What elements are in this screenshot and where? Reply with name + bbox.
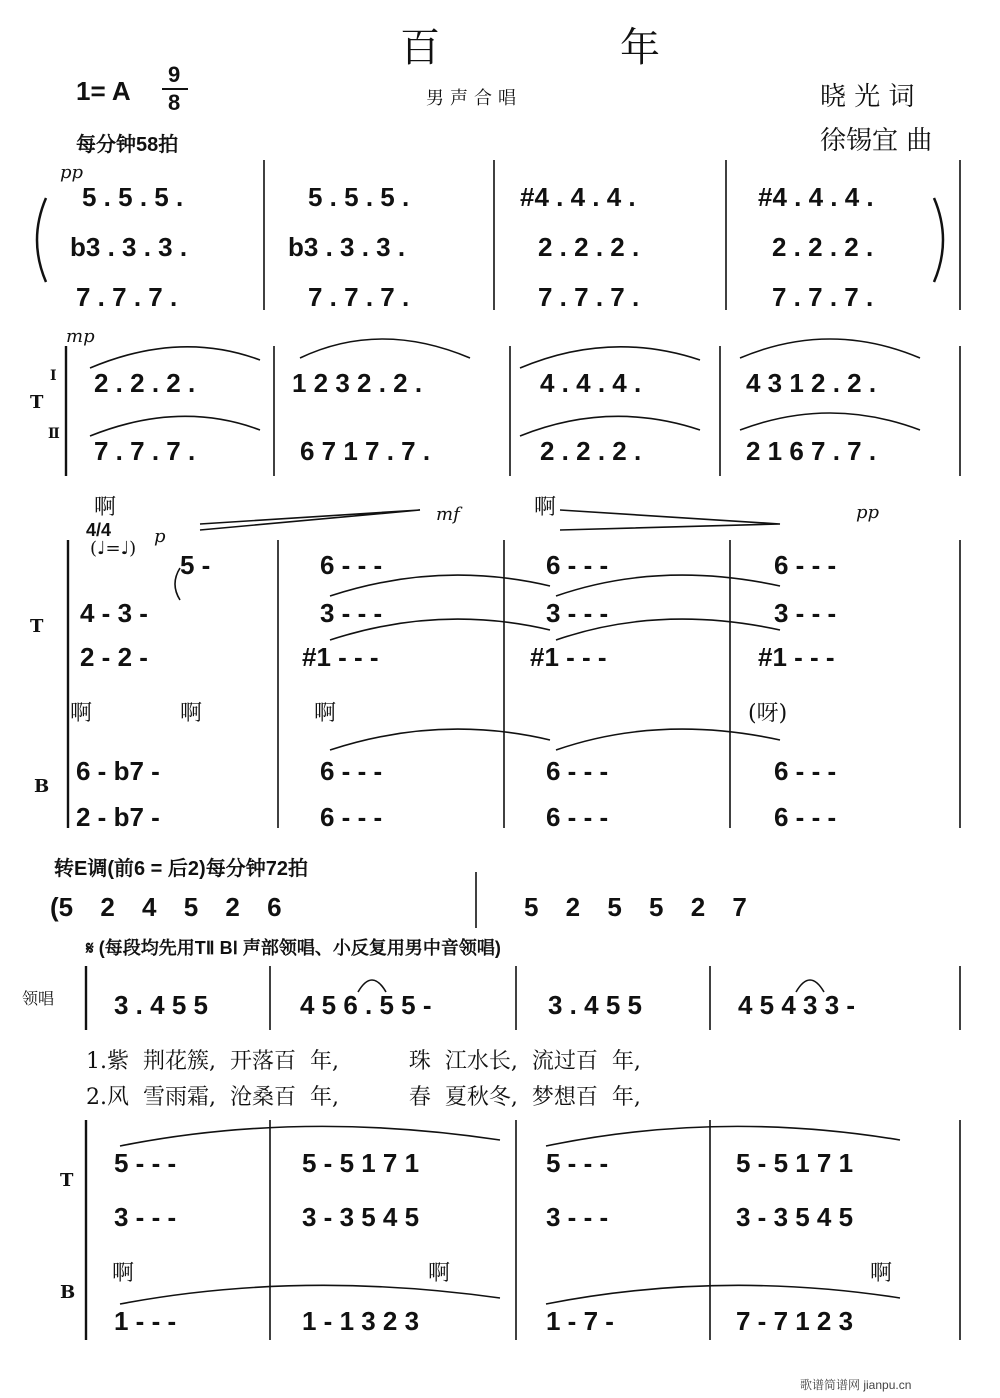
s1-r3-m3: 7 . 7 . 7 . [538,282,640,312]
dynamic-pp-2: pp [856,502,880,523]
s3-tempo-equiv: (♩=♩) [90,538,137,559]
s3-t1-m4: 6 - - - [774,550,837,580]
fb-m1: 1 - - - [114,1306,177,1336]
fb-syllable-2: 啊 [428,1261,451,1286]
interlude-part-2: 5 2 5 5 2 7 [524,892,747,922]
s2-r2-m3: 2 . 2 . 2 . [540,436,642,466]
fb-syllable-1: 啊 [112,1261,135,1286]
s1-r1-m3: #4 . 4 . 4 . [520,182,636,212]
s3-tenor-label: T [30,616,44,637]
lead-m1: 3 . 4 5 5 [114,990,208,1020]
s1-r2-m3: 2 . 2 . 2 . [538,232,640,262]
ft1-m3: 5 - - - [546,1148,609,1178]
interlude-part-1: (5 2 4 5 2 6 [50,892,282,922]
s3-t1-m3: 6 - - - [546,550,609,580]
s3-b1-m3: 6 - - - [546,756,609,786]
dynamic-mf: mf [436,504,460,525]
s3-top-syllable-2: 啊 [534,495,557,520]
s1-r2-m1: b3 . 3 . 3 . [70,232,188,262]
s3-bass-label: B [34,776,50,797]
final-tenor-label: T [60,1170,74,1191]
lyricist: 晓 光 词 [820,82,915,112]
key-signature: 1= A [76,76,131,106]
s3-t2-m2: 3 - - - [320,598,383,628]
fb-m4: 7 - 7 1 2 3 [736,1306,854,1336]
s3-b2-m2: 6 - - - [320,802,383,832]
s3-b2-m3: 6 - - - [546,802,609,832]
s3-b1-m4: 6 - - - [774,756,837,786]
s2-r1-m4: 4 3 1 2 . 2 . [746,368,877,398]
dynamic-mp: mp [66,326,95,347]
ft2-m2: 3 - 3 5 4 5 [302,1202,420,1232]
s3-t2-m4: 3 - - - [774,598,837,628]
fb-m3: 1 - 7 - [546,1306,614,1336]
s1-r3-m2: 7 . 7 . 7 . [308,282,410,312]
ft1-m4: 5 - 5 1 7 1 [736,1148,854,1178]
lyric-line-2: 2.风 雪雨霜, 沧桑百 年, 春 夏秋冬, 梦想百 年, [86,1085,641,1110]
s3-t1-m1: 5 - [180,550,211,580]
s1-r2-m2: b3 . 3 . 3 . [288,232,406,262]
s2-voice1-label: Ⅰ [50,368,57,384]
s3-t3-m1: 2 - 2 - [80,642,148,672]
s3-top-syllable-1: 啊 [94,495,117,520]
s2-r2-m2: 6 7 1 7 . 7 . [300,436,431,466]
s3-t3-m4: #1 - - - [758,642,835,672]
ft1-m2: 5 - 5 1 7 1 [302,1148,420,1178]
s2-r2-m1: 7 . 7 . 7 . [94,436,196,466]
ft1-m1: 5 - - - [114,1148,177,1178]
s2-part-label: T [30,392,44,413]
composer: 徐锡宜 曲 [820,126,933,156]
fb-syllable-3: 啊 [870,1261,893,1286]
tempo-marking: 每分钟58拍 [76,134,179,156]
s1-r3-m4: 7 . 7 . 7 . [772,282,874,312]
modulation-text: 转E调(前6 = 后2)每分钟72拍 [54,858,308,880]
s3-t3-m2: #1 - - - [302,642,379,672]
s2-r2-m4: 2 1 6 7 . 7 . [746,436,877,466]
s2-r1-m1: 2 . 2 . 2 . [94,368,196,398]
lyric-line-1: 1.紫 荆花簇, 开落百 年, 珠 江水长, 流过百 年, [86,1049,641,1074]
s2-r1-m3: 4 . 4 . 4 . [540,368,642,398]
s3-b2-m4: 6 - - - [774,802,837,832]
s1-r1-m4: #4 . 4 . 4 . [758,182,874,212]
ft2-m1: 3 - - - [114,1202,177,1232]
s3-bass-syllable-4: (呀) [748,701,788,726]
ft2-m3: 3 - - - [546,1202,609,1232]
s3-b1-m1: 6 - b7 - [76,756,160,786]
s3-time-signature: 4/4 [86,520,112,540]
time-signature-top: 9 [168,62,181,87]
dynamic-pp-1: pp [60,162,84,183]
s1-r3-m1: 7 . 7 . 7 . [76,282,178,312]
ft2-m4: 3 - 3 5 4 5 [736,1202,854,1232]
time-signature-bottom: 8 [168,90,181,115]
lead-m3: 3 . 4 5 5 [548,990,642,1020]
s3-t1-m2: 6 - - - [320,550,383,580]
lead-m4: 4 5 4 3 3 - [738,990,856,1020]
s3-bass-syllable-3: 啊 [314,701,337,726]
s3-bass-syllable-2: 啊 [180,701,203,726]
s2-voice2-label: Ⅱ [48,426,60,442]
lead-m2: 4 5 6 . 5 5 - [300,990,432,1020]
final-bass-label: B [60,1282,76,1303]
subtitle: 男声合唱 [426,88,522,109]
s3-bass-syllable-1: 啊 [70,701,93,726]
song-title: 百 年 [400,25,730,71]
s1-r1-m2: 5 . 5 . 5 . [308,182,410,212]
watermark: 歌谱简谱网 jianpu.cn [800,1378,912,1392]
fb-m2: 1 - 1 3 2 3 [302,1306,420,1336]
s3-t2-m3: 3 - - - [546,598,609,628]
lead-instruction: 𝄋 (每段均先用TⅡ BⅠ 声部领唱、小反复用男中音领唱) [86,938,501,958]
s3-b1-m2: 6 - - - [320,756,383,786]
s1-r1-m1: 5 . 5 . 5 . [82,182,184,212]
dynamic-p: p [154,526,166,547]
s1-r2-m4: 2 . 2 . 2 . [772,232,874,262]
s2-r1-m2: 1 2 3 2 . 2 . [292,368,423,398]
s3-b2-m1: 2 - b7 - [76,802,160,832]
s3-t3-m3: #1 - - - [530,642,607,672]
s3-t2-m1: 4 - 3 - [80,598,148,628]
lead-label: 领唱 [22,989,55,1008]
